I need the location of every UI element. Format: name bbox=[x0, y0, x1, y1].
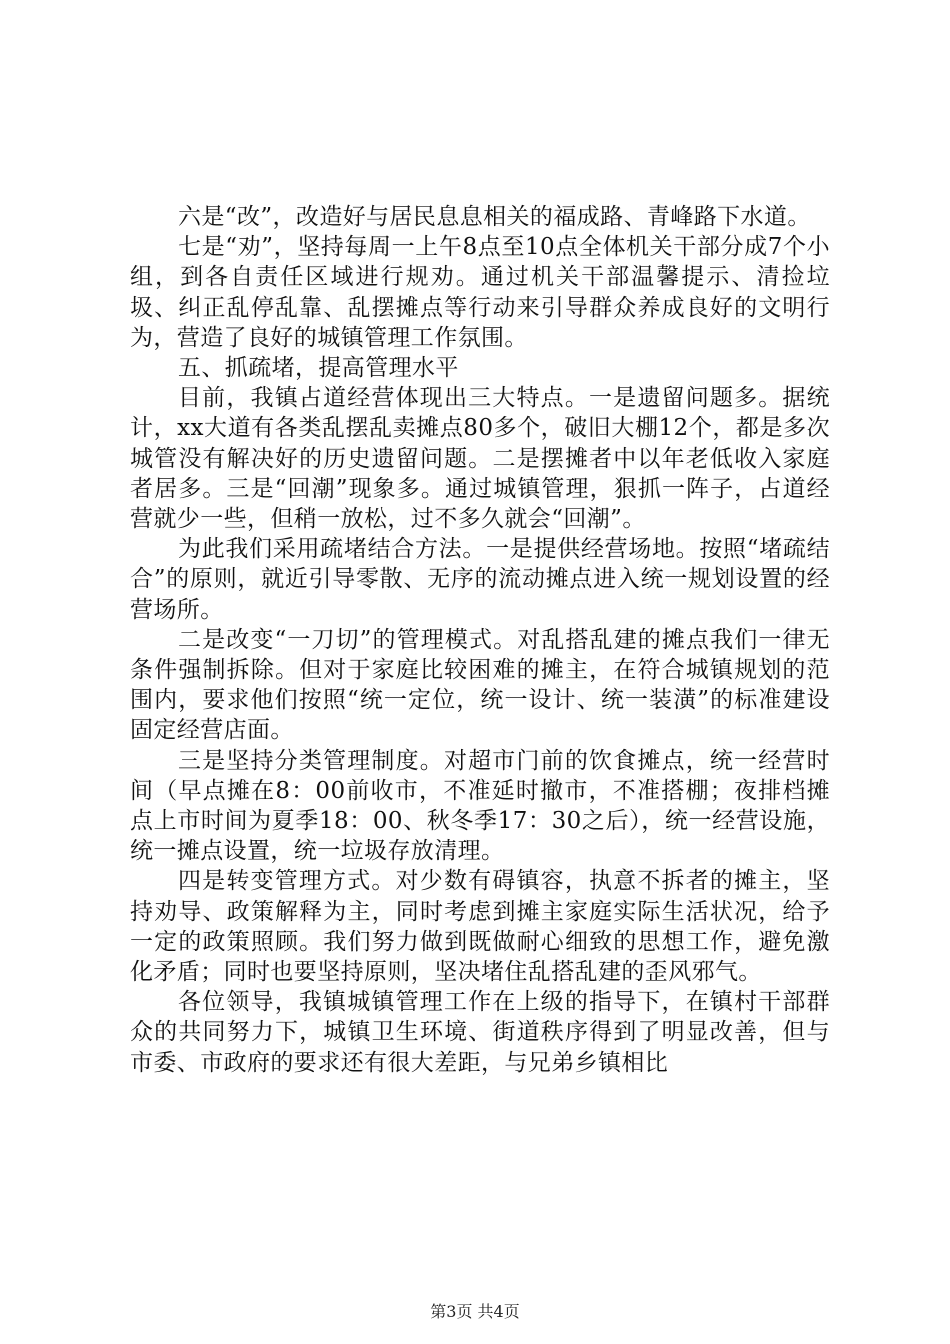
document-body bbox=[130, 202, 830, 1078]
paragraph-method-three: 三是坚持分类管理制度。对超市门前的饮食摊点，统一经营时间（早点摊在8：00前收市，不准延时撤市，不准搭棚；夜排档摊点上市时间为夏季18：00、秋冬季17：30之后），统一经营设施，统一摊点设置，统一垃圾存放清理。 bbox=[130, 747, 830, 865]
paragraph-item-7: 七是“劝”，坚持每周一上午8点至10点全体机关干部分成7个小组，到各自责任区域进行规劝。通过机关干部温馨提示、清捡垃圾、纠正乱停乱靠、乱摆摊点等行动来引导群众养成良好的文明行为，营造了良好的城镇管理工作氛围。 bbox=[130, 234, 830, 351]
paragraph-summary: 各位领导，我镇城镇管理工作在上级的指导下，在镇村干部群众的共同努力下，城镇卫生环境、街道秩序得到了明显改善，但与市委、市政府的要求还有很大差距，与兄弟乡镇相比 bbox=[130, 989, 830, 1076]
page-number-footer: 第3页 共4页 bbox=[430, 1302, 520, 1321]
paragraph-item-6: 六是“改”，改造好与居民息息相关的福成路、青峰路下水道。 bbox=[178, 204, 811, 230]
paragraph-method-one: 为此我们采用疏堵结合方法。一是提供经营场地。按照“堵疏结合”的原则，就近引导零散、无序的流动摊点进入统一规划设置的经营场所。 bbox=[130, 536, 830, 623]
paragraph-method-four: 四是转变管理方式。对少数有碍镇容，执意不拆者的摊主，坚持劝导、政策解释为主，同时考虑到摊主家庭实际生活状况，给予一定的政策照顾。我们努力做到既做耐心细致的思想工作，避免激化矛盾；同时也要坚持原则，坚决堵住乱搭乱建的歪风邪气。 bbox=[130, 868, 830, 986]
paragraph-method-two: 二是改变“一刀切”的管理模式。对乱搭乱建的摊点我们一律无条件强制拆除。但对于家庭比较困难的摊主，在符合城镇规划的范围内，要求他们按照“统一定位，统一设计、统一装潢”的标准建设固定经营店面。 bbox=[130, 626, 830, 744]
paragraph-current-situation: 目前，我镇占道经营体现出三大特点。一是遗留问题多。据统计，xx大道有各类乱摆乱卖摊点80多个，破旧大棚12个，都是多次城管没有解决好的历史遗留问题。二是摆摊者中以年老低收入家庭者居多。三是“回潮”现象多。通过城镇管理，狠抓一阵子，占道经营就少一些，但稍一放松，过不多久就会“回潮”。 bbox=[130, 385, 830, 533]
section-heading: 五、抓疏堵，提高管理水平 bbox=[178, 355, 459, 382]
